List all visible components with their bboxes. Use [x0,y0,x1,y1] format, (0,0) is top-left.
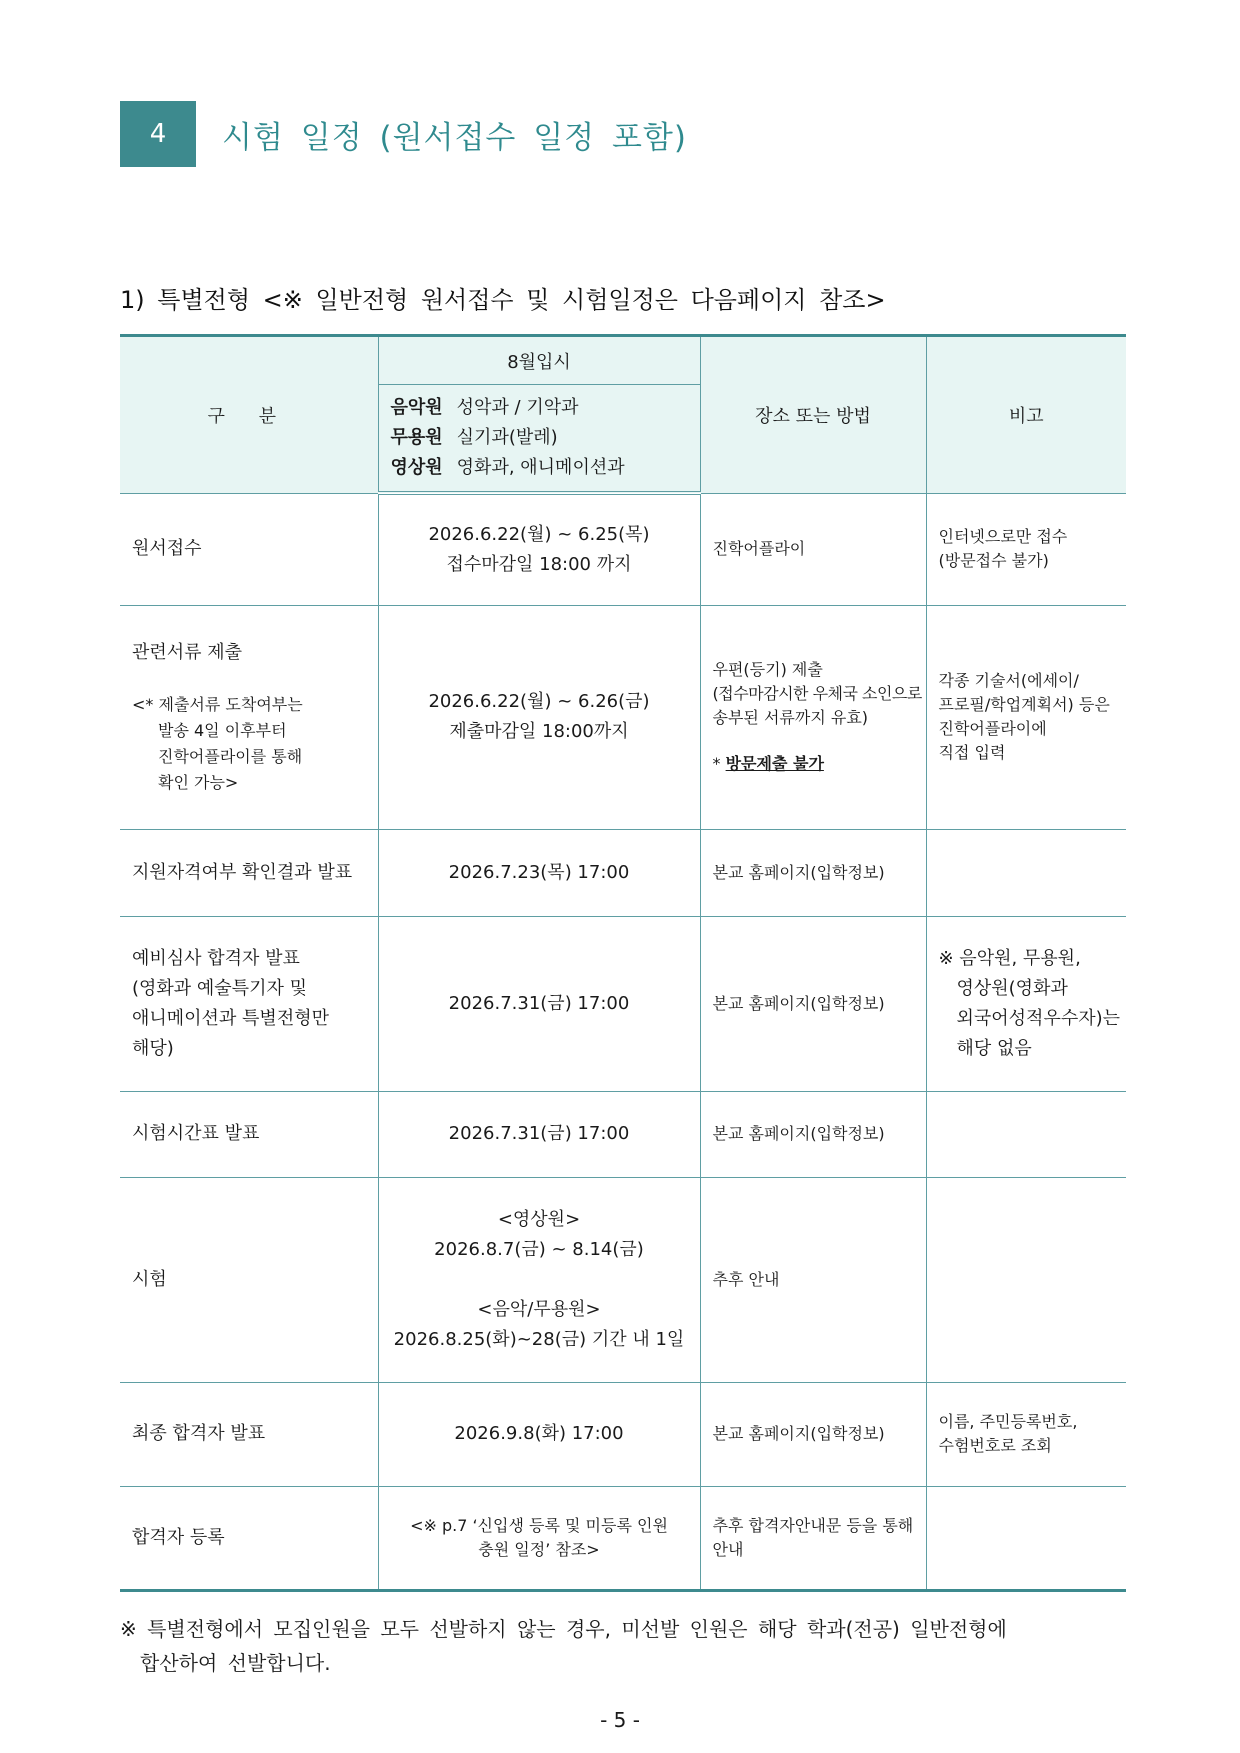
row-label: 합격자 등록 [120,1486,378,1590]
row-place: 본교 홈페이지(입학정보) [700,1382,926,1486]
subsection-title: 1) 특별전형 <※ 일반전형 원서접수 및 시험일정은 다음페이지 참조> [120,286,886,314]
table-row [120,493,1126,605]
row-note: 인터넷으로만 접수 (방문접수 불가) [926,493,1126,605]
table-row [120,1091,1126,1177]
table-row [120,916,1126,1091]
header-place: 장소 또는 방법 [700,336,926,494]
row-place: 추후 안내 [700,1177,926,1382]
page-number: - 5 - [600,1708,640,1732]
row-date: 2026.7.31(금) 17:00 [378,916,700,1091]
row-place: 진학어플라이 [700,493,926,605]
row-note [926,1091,1126,1177]
row-date: 2026.6.22(월) ~ 6.26(금) 제출마감일 18:00까지 [378,605,700,829]
dept-line: 음악원 성악과 / 기악과 [390,397,579,418]
row-note [926,1177,1126,1382]
dept-line: 무용원 실기과(발레) [390,427,558,448]
table-row [120,1486,1126,1590]
footnote [120,1612,1007,1680]
row-place: 본교 홈페이지(입학정보) [700,916,926,1091]
row-note: ※ 음악원, 무용원, 영상원(영화과 외국어성적우수자)는 해당 없음 [926,916,1126,1091]
header-department-list [378,385,700,494]
section-title: 시험 일정 (원서접수 일정 포함) [222,119,687,156]
dept-line: 영상원 영화과, 애니메이션과 [390,457,625,478]
row-date: 2026.6.22(월) ~ 6.25(목) 접수마감일 18:00 까지 [378,493,700,605]
row-place: 추후 합격자안내문 등을 통해 안내 [700,1486,926,1590]
schedule-table [120,334,1126,1592]
row-label: 시험시간표 발표 [120,1091,378,1177]
header-august-exam: 8월입시 [378,336,700,385]
row-label: 지원자격여부 확인결과 발표 [120,829,378,916]
header-note: 비고 [926,336,1126,494]
row-note: 각종 기술서(에세이/ 프로필/학업계획서) 등은 진학어플라이에 직접 입력 [926,605,1126,829]
table-row [120,1177,1126,1382]
row-place: 본교 홈페이지(입학정보) [700,829,926,916]
row-date: 2026.9.8(화) 17:00 [378,1382,700,1486]
row-label: 예비심사 합격자 발표 (영화과 예술특기자 및 애니메이션과 특별전형만 해당) [120,916,378,1091]
row-date: 2026.7.23(목) 17:00 [378,829,700,916]
table-row [120,829,1126,916]
row-place: 본교 홈페이지(입학정보) [700,1091,926,1177]
row-label: 시험 [120,1177,378,1382]
footnote-line: ※ 특별전형에서 모집인원을 모두 선발하지 않는 경우, 미선발 인원은 해당 학과(전공) 일반전형에 [120,1617,1007,1641]
section-number-badge: 4 [120,101,196,167]
row-place: 우편(등기) 제출 (접수마감시한 우체국 소인으로 송부된 서류까지 유효) * 방문제출 불가 [700,605,926,829]
row-label: 최종 합격자 발표 [120,1382,378,1486]
row-note [926,829,1126,916]
row-date: <※ p.7 ‘신입생 등록 및 미등록 인원 충원 일정’ 참조> [378,1486,700,1590]
row-date: 2026.7.31(금) 17:00 [378,1091,700,1177]
row-note: 이름, 주민등록번호, 수험번호로 조회 [926,1382,1126,1486]
section-header [120,101,687,167]
table-row [120,605,1126,829]
no-visit-notice: 방문제출 불가 [725,754,824,773]
row-label: 원서접수 [120,493,378,605]
row-note [926,1486,1126,1590]
row-label: 관련서류 제출 <* 제출서류 도착여부는 발송 4일 이후부터 진학어플라이를 통해 확인 가능> [120,605,378,829]
header-category: 구 분 [120,336,378,494]
footnote-line: 합산하여 선발합니다. [140,1651,331,1675]
table-row [120,1382,1126,1486]
row-date: <영상원> 2026.8.7(금) ~ 8.14(금) <음악/무용원> 2026.8.25(화)~28(금) 기간 내 1일 [378,1177,700,1382]
